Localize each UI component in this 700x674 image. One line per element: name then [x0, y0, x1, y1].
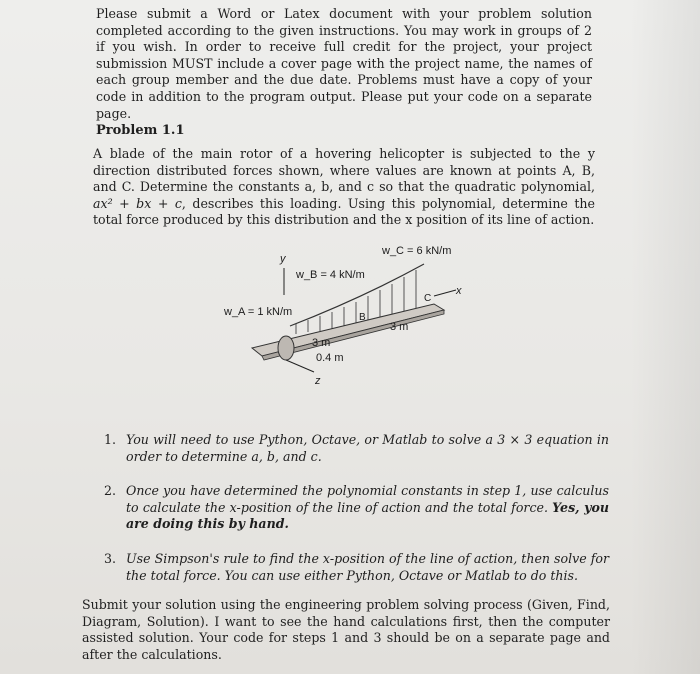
wB-label: w_B = 4 kN/m — [296, 269, 365, 281]
problem-statement-part1: A blade of the main rotor of a hovering helicopter is subjected to the y direction distributed forces shown, where values are known at points A, B, and C. Determine the constants a, b, and c so that the quadratic polynomial, — [93, 146, 595, 195]
step-item — [104, 551, 609, 584]
rotor-blade-loading-diagram — [212, 240, 472, 390]
wA-label: w_A = 1 kN/m — [224, 306, 293, 318]
problem-statement-part2: , describes this loading. Using this polynomial, determine the total force produced by this distribution and the x position of its line of action. — [93, 195, 595, 228]
step-text: Use Simpson's rule to find the x-position of the line of action, then solve for the total force. You can use either Python, Octave or Matlab to do this. — [126, 550, 609, 583]
step-item — [104, 483, 609, 533]
wC-label: w_C = 6 kN/m — [382, 245, 452, 257]
dimension-3m-right: 3 m — [390, 321, 409, 333]
step-number: 1. — [104, 432, 117, 447]
submission-paragraph: Submit your solution using the engineering problem solving process (Given, Find, Diagram, Solution). I want to see the hand calculations first, then the computer assisted solution. Your code for steps 1 and 3 should be on a separate page and after the calculations. — [82, 597, 610, 662]
quadratic-polynomial: ax² + bx + c — [93, 195, 182, 211]
step-item — [104, 432, 609, 465]
dimension-3m-left: 3 m — [312, 337, 331, 349]
step-text: Once you have determined the polynomial constants in step 1, use calculus to calculate the x-position of the line of action and the total force. — [126, 483, 609, 515]
steps-list — [104, 432, 609, 602]
x-axis-label: x — [456, 285, 462, 297]
dimension-0.4m: 0.4 m — [316, 352, 344, 364]
z-axis-line — [286, 360, 314, 372]
rotor-hub — [278, 336, 294, 360]
problem-statement — [93, 146, 595, 229]
page-shadow — [630, 0, 700, 674]
z-axis-label: z — [315, 375, 321, 387]
problem-title: Problem 1.1 — [96, 123, 185, 138]
point-C-label: C — [424, 293, 432, 304]
step-number: 3. — [104, 550, 117, 566]
x-axis-line — [434, 290, 456, 296]
y-axis-label: y — [280, 253, 286, 265]
step-number: 2. — [104, 483, 117, 499]
instructions-paragraph: Please submit a Word or Latex document with your problem solution completed according to the given instructions. You may work in groups of 2 if you wish. In order to receive full credit for the project, your project submission MUST include a cover page with the project name, the names of each group member and the due date. Problems must have a copy of your code in addition to the program output. Please put your code on a separate page. — [96, 6, 592, 121]
step-emphasis: Yes, you are doing this by hand. — [126, 499, 609, 532]
step-text: You will need to use Python, Octave, or Matlab to solve a 3 × 3 equation in order to determine a, b, and c. — [126, 432, 609, 464]
point-B-label: B — [359, 312, 366, 323]
